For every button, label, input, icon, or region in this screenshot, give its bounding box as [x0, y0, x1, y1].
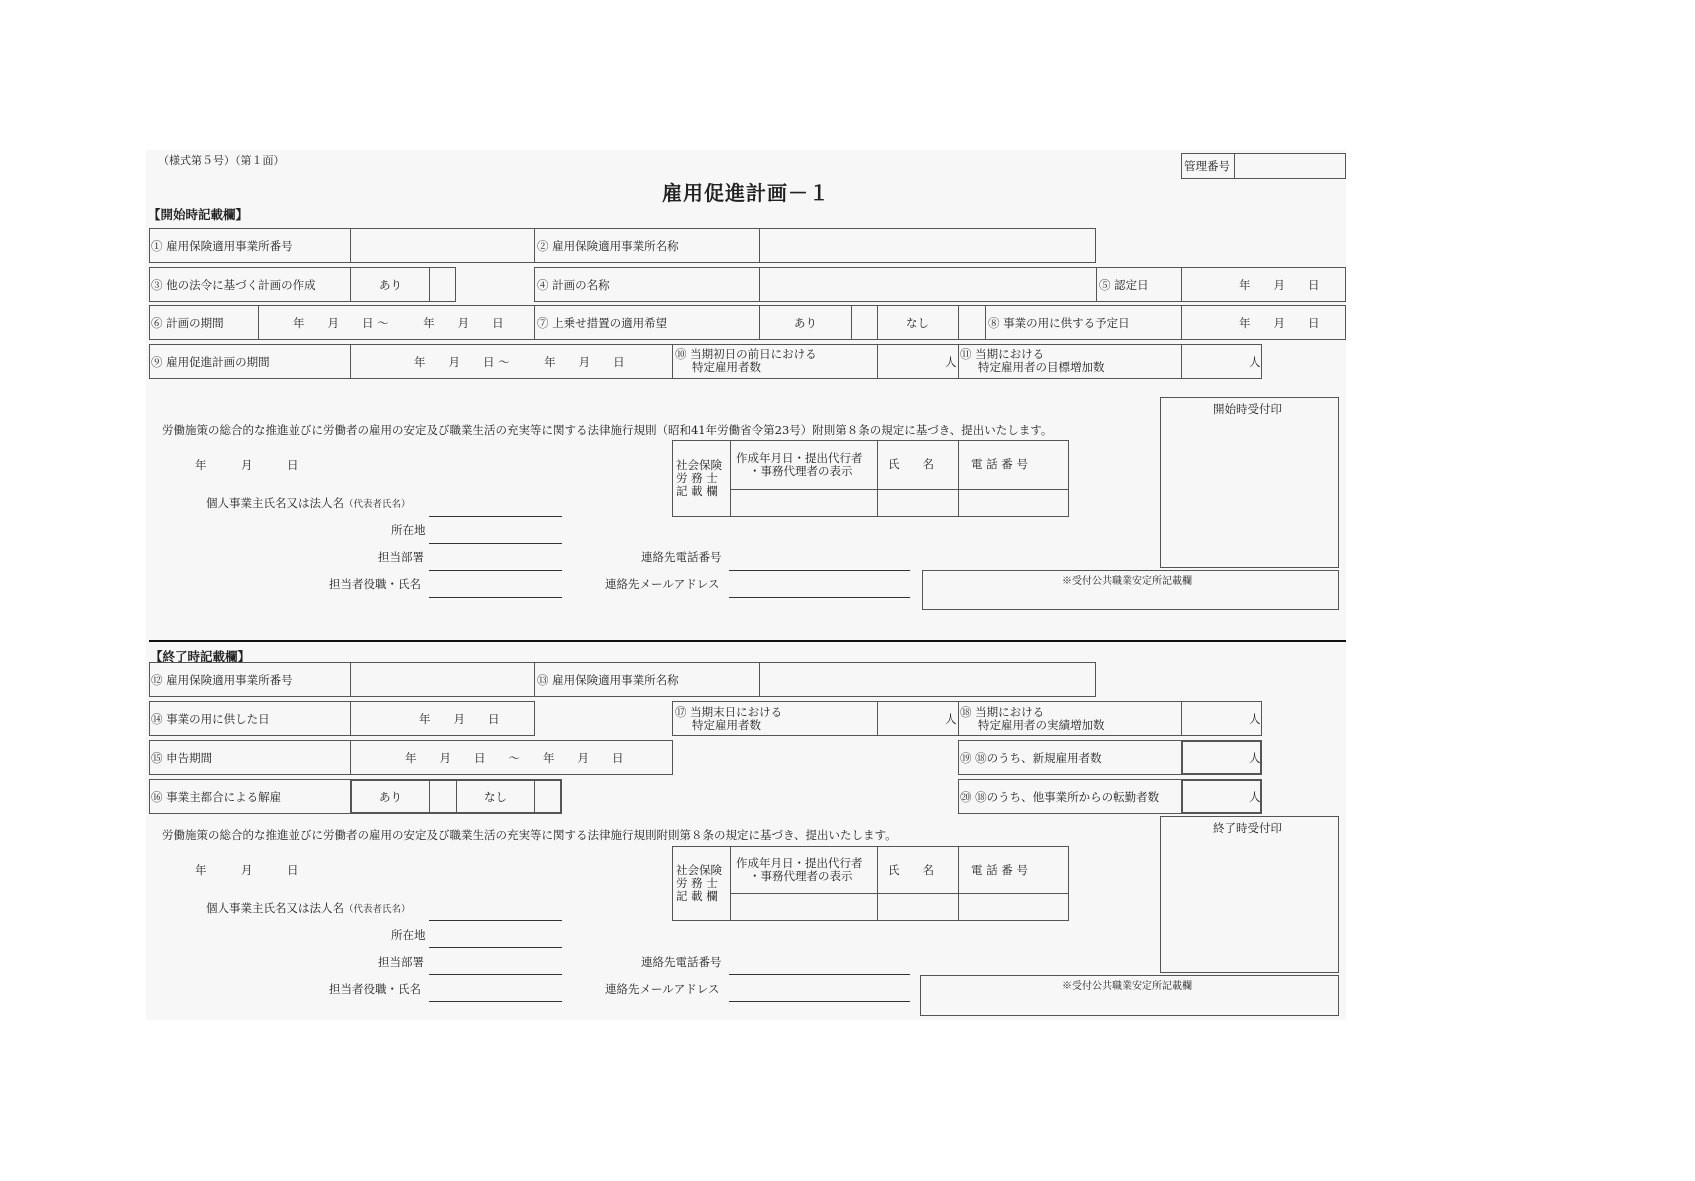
insurance-office-name-input[interactable] [760, 229, 1095, 262]
field-13-label: ⑬ 雇用保険適用事業所名称 [537, 673, 679, 687]
start-date[interactable]: 年 月 日 [195, 458, 299, 472]
start-address-line[interactable] [429, 543, 562, 544]
start-sh-col2: 氏 名 [888, 457, 934, 471]
field-17-label-2: 特定雇用者数 [692, 718, 761, 732]
field-9-period[interactable]: 年 月 日 ～ 年 月 日 [414, 355, 625, 369]
end-sh-name-input[interactable] [878, 894, 957, 920]
field-2-label: ② 雇用保険適用事業所名称 [537, 239, 679, 253]
field-18-label-1: ⑱ 当期における [960, 705, 1045, 719]
field-3-label: ③ 他の法令に基づく計画の作成 [151, 278, 316, 292]
end-date[interactable]: 年 月 日 [195, 863, 299, 877]
field-20-label: ⑳ ⑱のうち、他事業所からの転勤者数 [960, 790, 1160, 804]
section-divider [149, 640, 1346, 642]
field-16-no-checkbox[interactable] [535, 781, 560, 812]
field-10-unit: 人 [945, 355, 957, 369]
field-16-yes: あり [379, 790, 402, 804]
start-declaration: 労働施策の総合的な推進並びに労働者の雇用の安定及び職業生活の充実等に関する法律施行規則（昭和41年労働省令第23号）附則第８条の規定に基づき、提出いたします。 [162, 423, 1053, 437]
field-15-label: ⑮ 申告期間 [151, 751, 213, 765]
end-insurance-office-name-input[interactable] [760, 663, 1095, 696]
field-3-yes-checkbox[interactable] [430, 268, 455, 301]
field-17-label-1: ⑰ 当期末日における [675, 705, 783, 719]
field-17-unit: 人 [945, 712, 957, 726]
field-16-yes-checkbox[interactable] [430, 781, 455, 812]
field-14-date[interactable]: 年 月 日 [419, 712, 500, 726]
plan-name-input[interactable] [760, 268, 1095, 301]
end-sharoushi-l3: 記 載 欄 [676, 889, 718, 903]
field-7-no-checkbox[interactable] [959, 306, 984, 339]
start-stamp-box [1160, 397, 1339, 568]
field-18-label-2: 特定雇用者の実績増加数 [978, 718, 1105, 732]
end-section-heading: 【終了時記載欄】 [150, 649, 251, 664]
end-sh-phone-input[interactable] [959, 894, 1068, 920]
field-20-unit: 人 [1249, 790, 1261, 804]
end-office-note: ※受付公共職業安定所記載欄 [1062, 981, 1192, 992]
field-7-no: なし [906, 316, 929, 330]
field-6-label: ⑥ 計画の期間 [151, 316, 224, 330]
end-stamp-label: 終了時受付印 [1213, 821, 1282, 835]
end-sh-col1-l2: ・事務代理者の表示 [749, 869, 853, 883]
form-number: （様式第５号）（第１面） [158, 154, 285, 167]
start-stamp-label: 開始時受付印 [1213, 402, 1282, 416]
start-sh-phone-input[interactable] [959, 490, 1068, 516]
end-sh-col3: 電 話 番 号 [971, 863, 1028, 877]
start-sh-name-input[interactable] [878, 490, 957, 516]
field-9-label: ⑨ 雇用促進計画の期間 [151, 355, 270, 369]
end-phone-line[interactable] [729, 974, 910, 975]
end-employer-label: 個人事業主氏名又は法人名（代表者氏名） [206, 901, 411, 915]
end-sh-col1-l1: 作成年月日・提出代行者 [736, 856, 863, 870]
start-sharoushi-l3: 記 載 欄 [676, 484, 718, 498]
field-6-period[interactable]: 年 月 日 ～ 年 月 日 [293, 316, 504, 330]
end-person-label: 担当者役職・氏名 [329, 982, 421, 996]
field-5-date[interactable]: 年 月 日 [1239, 278, 1320, 292]
start-person-line[interactable] [429, 597, 562, 598]
field-18-unit: 人 [1249, 712, 1261, 726]
field-4-label: ④ 計画の名称 [537, 278, 610, 292]
field-11-label-2: 特定雇用者の目標増加数 [978, 360, 1105, 374]
end-insurance-office-number-input[interactable] [351, 663, 533, 696]
start-sharoushi-l2: 労 務 士 [676, 471, 718, 485]
end-sh-col2: 氏 名 [888, 863, 934, 877]
end-dept-label: 担当部署 [378, 955, 424, 969]
end-sh-date-input[interactable] [731, 894, 876, 920]
start-sh-col1-l1: 作成年月日・提出代行者 [736, 451, 863, 465]
end-person-line[interactable] [429, 1001, 562, 1002]
field-11-label-1: ⑪ 当期における [960, 347, 1045, 361]
end-declaration: 労働施策の総合的な推進並びに労働者の雇用の安定及び職業生活の充実等に関する法律施行規則附則第８条の規定に基づき、提出いたします。 [162, 828, 897, 842]
end-sharoushi-l2: 労 務 士 [676, 876, 718, 890]
end-address-line[interactable] [429, 947, 562, 948]
start-phone-label: 連絡先電話番号 [641, 550, 722, 564]
management-number-field[interactable] [1235, 154, 1345, 178]
field-3-yes: あり [379, 278, 402, 292]
start-email-label: 連絡先メールアドレス [605, 577, 720, 591]
insurance-office-number-input[interactable] [351, 229, 533, 262]
field-19-label: ⑲ ⑱のうち、新規雇用者数 [960, 751, 1102, 765]
management-number-label: 管理番号 [1184, 159, 1230, 173]
start-sh-col1-l2: ・事務代理者の表示 [749, 464, 853, 478]
field-11-unit: 人 [1249, 355, 1261, 369]
field-7-yes-checkbox[interactable] [852, 306, 876, 339]
field-19-unit: 人 [1249, 751, 1261, 765]
field-10-label-2: 特定雇用者数 [692, 360, 761, 374]
field-16-no: なし [484, 790, 507, 804]
start-email-line[interactable] [729, 597, 910, 598]
end-sharoushi-l1: 社会保険 [676, 863, 722, 877]
start-sh-col3: 電 話 番 号 [971, 457, 1028, 471]
end-employer-line[interactable] [429, 920, 562, 921]
end-email-line[interactable] [729, 1001, 910, 1002]
start-employer-label: 個人事業主氏名又は法人名（代表者氏名） [206, 496, 411, 510]
end-address-label: 所在地 [391, 928, 426, 942]
start-section-heading: 【開始時記載欄】 [148, 207, 249, 222]
field-7-label: ⑦ 上乗せ措置の適用希望 [537, 316, 668, 330]
field-7-yes: あり [794, 316, 817, 330]
field-10-label-1: ⑩ 当期初日の前日における [675, 347, 817, 361]
field-12-label: ⑫ 雇用保険適用事業所番号 [151, 673, 293, 687]
start-phone-line[interactable] [729, 570, 910, 571]
field-1-label: ① 雇用保険適用事業所番号 [151, 239, 293, 253]
start-address-label: 所在地 [391, 523, 426, 537]
start-office-note: ※受付公共職業安定所記載欄 [1062, 576, 1192, 587]
field-8-date[interactable]: 年 月 日 [1239, 316, 1320, 330]
start-dept-line[interactable] [429, 570, 562, 571]
start-dept-label: 担当部署 [378, 550, 424, 564]
field-14-label: ⑭ 事業の用に供した日 [151, 712, 270, 726]
start-person-label: 担当者役職・氏名 [329, 577, 421, 591]
field-8-label: ⑧ 事業の用に供する予定日 [988, 316, 1130, 330]
field-5-label: ⑤ 認定日 [1099, 278, 1149, 292]
start-sharoushi-l1: 社会保険 [676, 458, 722, 472]
start-sh-date-input[interactable] [731, 490, 876, 516]
start-employer-line[interactable] [429, 516, 562, 517]
end-dept-line[interactable] [429, 974, 562, 975]
end-stamp-box [1160, 816, 1339, 973]
page-title: 雇用促進計画－１ [662, 181, 830, 205]
end-phone-label: 連絡先電話番号 [641, 955, 722, 969]
end-email-label: 連絡先メールアドレス [605, 982, 720, 996]
field-16-label: ⑯ 事業主都合による解雇 [151, 790, 282, 804]
field-15-period[interactable]: 年 月 日 ～ 年 月 日 [405, 751, 624, 765]
